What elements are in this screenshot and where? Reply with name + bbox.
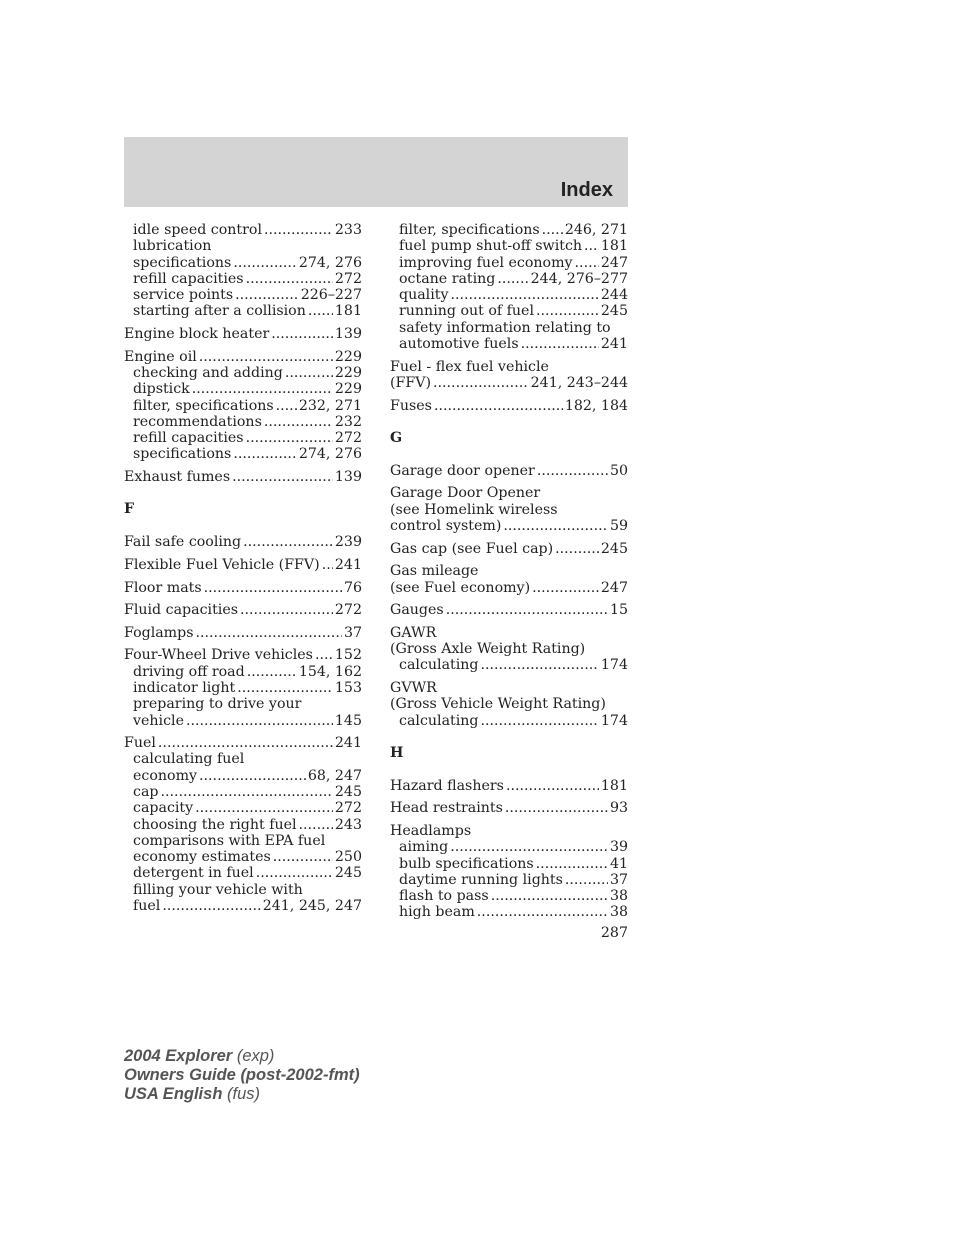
index-entry-text: daytime running lights [399,871,563,888]
index-column-left [124,222,362,921]
index-entry-group [390,823,628,921]
index-entry-group [390,398,628,414]
index-subentry [124,800,362,816]
index-entry-text: specifications [133,446,232,463]
dot-leader [276,398,297,414]
index-entry-text: Fuel - flex fuel vehicle [390,358,549,375]
index-entry-text: Exhaust fumes [124,469,231,486]
index-subentry [124,381,362,397]
index-entry-text: Garage Door Opener [390,485,541,502]
index-page-ref: 229 [334,364,362,381]
index-page-ref: 93 [609,800,628,817]
index-entry-text: recommendations [133,413,262,430]
dot-leader [521,336,599,352]
dot-leader [584,238,599,254]
index-subentry [390,657,628,673]
index-page-ref: 247 [600,579,628,596]
index-subentry [124,430,362,446]
index-entry-text: capacity [133,800,194,817]
index-entry-text: (Gross Axle Weight Rating) [390,641,586,658]
dot-leader [480,657,598,673]
index-entry-text: refill capacities [133,430,244,447]
index-page-ref: 245 [600,303,628,320]
index-entry-text: detergent in fuel [133,865,254,882]
index-page-ref: 244, 276–277 [530,270,628,287]
index-page-ref: 241 [334,735,362,752]
index-page-ref: 181 [600,777,628,794]
index-page-ref: 59 [609,518,628,535]
index-entry-group [124,580,362,596]
index-entry-group [124,602,362,618]
dot-leader [246,271,333,287]
index-subentry [390,287,628,303]
index-entry-group [124,349,362,463]
index-subentry [390,839,628,855]
index-entry [390,823,628,839]
index-entry-text: comparisons with EPA fuel [133,832,326,849]
index-entry-text: filter, specifications [133,397,274,414]
index-entry-text: improving fuel economy [399,254,573,271]
dot-leader [434,398,563,414]
index-entry-group [124,647,362,728]
dot-leader [243,534,333,550]
index-page-ref: 174 [600,657,628,674]
footer-line-model [124,1047,360,1066]
index-entry [390,398,628,414]
dot-leader [505,800,608,816]
index-entry-text: (Gross Vehicle Weight Rating) [390,696,606,713]
index-entry-text: Hazard flashers [390,777,504,794]
index-entry-text: Engine block heater [124,326,270,343]
index-entry-group [390,541,628,557]
index-entry-text: Fuses [390,397,432,414]
index-page-ref: 38 [609,904,628,921]
index-entry-text: choosing the right fuel [133,816,297,833]
dot-leader [264,222,333,238]
dot-leader [536,303,599,319]
index-entry [124,580,362,596]
index-page-ref: 239 [334,534,362,551]
index-entry-text: filter, specifications [399,222,540,238]
index-entry-text: Flexible Fuel Vehicle (FFV) [124,556,320,573]
index-entry-text: Engine oil [124,348,197,365]
index-subentry [390,271,628,287]
dot-leader [299,817,333,833]
dot-leader [247,664,297,680]
index-subentry [124,817,362,833]
index-page-ref: 247 [600,254,628,271]
index-entry-text: dipstick [133,381,190,398]
index-subentry [124,238,362,254]
index-page-ref: 50 [609,462,628,479]
index-entry-group [390,463,628,479]
index-entry-text: GAWR [390,624,437,641]
index-entry [390,485,628,501]
index-entry [124,735,362,751]
index-entry-group [124,625,362,641]
index-entry-group [390,485,628,534]
index-entry [124,625,362,641]
index-entry-group [124,326,362,342]
index-entry [124,326,362,342]
index-page-ref: 41 [609,855,628,872]
index-page-ref: 272 [334,430,362,447]
dot-leader [315,647,333,663]
dot-leader [480,713,598,729]
index-entry-text: Gas cap (see Fuel cap) [390,540,554,557]
index-entry [390,518,628,534]
index-page-ref: 154, 162 [298,663,362,680]
index-entry [390,680,628,696]
index-entry-text: Garage door opener [390,462,535,479]
index-subentry [124,446,362,462]
index-entry-text: (see Fuel economy) [390,579,531,596]
index-page-ref: 229 [334,348,362,365]
index-subentry [124,784,362,800]
index-entry-text: lubrication [133,238,212,255]
index-entry-text: Fluid capacities [124,602,238,619]
index-page-ref: 232, 271 [298,397,362,414]
section-letter: F [124,501,135,518]
index-subentry [124,751,362,767]
dot-leader [232,469,333,485]
index-entry-group [124,469,362,485]
index-entry-group [390,602,628,618]
index-subentry [124,849,362,865]
index-entry-group [124,735,362,914]
dot-leader [450,839,608,855]
page-number: 287 [600,925,628,941]
page-title: Index [560,179,613,201]
index-subentry [124,713,362,729]
index-entry-group [390,625,628,674]
index-page-ref: 233 [334,222,362,238]
dot-leader [491,888,608,904]
index-subentry [124,696,362,712]
index-entry-text: GVWR [390,679,437,696]
index-entry-text: calculating [399,657,479,674]
index-entry-text: flash to pass [399,888,489,905]
index-subentry [124,303,362,319]
index-subentry [124,414,362,430]
section-letter: G [390,429,403,446]
index-subentry [390,904,628,920]
dot-leader [497,271,528,287]
index-page-ref: 243 [334,816,362,833]
index-subentry [124,882,362,898]
index-entry-text: filling your vehicle with [133,881,303,898]
dot-leader [192,381,333,397]
dot-leader [233,446,297,462]
dot-leader [196,625,342,641]
dot-leader [264,414,333,430]
index-entry-text: octane rating [399,270,496,287]
index-page-ref: 181 [600,238,628,255]
index-entry-text: Foglamps [124,624,194,641]
index-subentry [124,271,362,287]
index-page-ref: 241, 245, 247 [262,898,362,915]
index-entry-text: service points [133,287,234,304]
index-entry [390,541,628,557]
index-entry [390,563,628,579]
index-entry-text: Headlamps [390,822,472,839]
index-entry-text: automotive fuels [399,336,519,353]
index-entry [390,625,628,641]
index-subentry [390,320,628,336]
index-entry-group [124,557,362,573]
index-entry-text: Gauges [390,602,444,619]
dot-leader [433,375,529,391]
index-entry-text: Floor mats [124,579,202,596]
index-entry [390,463,628,479]
index-entry-text: economy [133,767,198,784]
index-subentry [390,856,628,872]
dot-leader [199,349,333,365]
index-page-ref: 241 [334,556,362,573]
dot-leader [271,326,333,342]
index-entry-text: fuel [133,898,161,915]
footer-model-name: 2004 Explorer [124,1047,233,1065]
index-entry [124,534,362,550]
dot-leader [506,778,599,794]
index-page-ref: 241 [600,336,628,353]
index-page-ref: 38 [609,888,628,905]
dot-leader [233,255,297,271]
index-page-ref: 152 [334,647,362,664]
dot-leader [565,872,608,888]
dot-leader [235,287,299,303]
dot-leader [186,713,333,729]
index-subentry [390,713,628,729]
index-subentry [390,888,628,904]
dot-leader [532,580,599,596]
dot-leader [199,768,306,784]
index-entry-group [390,778,628,794]
index-page-ref: 246, 271 [564,222,628,238]
dot-leader [237,680,333,696]
index-entry-text: Head restraints [390,800,503,817]
index-entry-text: running out of fuel [399,303,534,320]
index-page-ref: 39 [609,839,628,856]
dot-leader [308,303,333,319]
dot-leader [542,222,563,238]
index-entry-text: calculating [399,712,479,729]
index-page-ref: 244 [600,287,628,304]
index-subentry [124,680,362,696]
dot-leader [503,518,608,534]
dot-leader [537,463,608,479]
index-subentry [390,872,628,888]
index-subentry [390,222,628,238]
index-page-ref: 232 [334,413,362,430]
index-page-ref: 245 [600,540,628,557]
index-subentry [124,398,362,414]
index-entry [124,349,362,365]
footer-model-code: (exp) [232,1047,275,1065]
index-entry [390,580,628,596]
index-subentry [124,287,362,303]
index-page-ref: 15 [609,602,628,619]
index-entry-group [124,222,362,320]
index-page-ref: 226–227 [300,287,362,304]
index-subentry [124,833,362,849]
index-entry [390,359,628,375]
index-entry-text: safety information relating to [399,319,611,336]
index-entry [390,602,628,618]
index-subentry [124,768,362,784]
footer-language: USA English [124,1085,223,1103]
index-subentry [124,865,362,881]
dot-leader [477,904,608,920]
index-subentry [124,664,362,680]
dot-leader [446,602,608,618]
dot-leader [240,602,333,618]
index-entry [390,502,628,518]
index-entry-text: Fail safe cooling [124,534,242,551]
dot-leader [162,898,260,914]
index-entry-text: cap [133,783,159,800]
index-entry [390,375,628,391]
index-entry-text: preparing to drive your [133,696,302,713]
index-subentry [390,303,628,319]
index-page-ref: 245 [334,783,362,800]
index-page-ref: 139 [334,469,362,486]
index-entry-text: Gas mileage [390,563,479,580]
dot-leader [285,365,333,381]
index-entry-text: indicator light [133,679,236,696]
dot-leader [256,865,333,881]
index-entry [390,800,628,816]
index-page-ref: 245 [334,865,362,882]
index-entry-text: Fuel [124,735,156,752]
dot-leader [536,856,608,872]
index-entry-text: starting after a collision [133,303,306,320]
index-entry-text: (FFV) [390,374,432,391]
index-entry-text: refill capacities [133,270,244,287]
index-entry-text: quality [399,287,449,304]
index-entry-text: checking and adding [133,364,283,381]
index-subentry [124,222,362,238]
index-page-ref: 139 [334,326,362,343]
index-entry-text: economy estimates [133,849,271,866]
index-page-ref: 274, 276 [298,446,362,463]
index-entry [390,696,628,712]
index-column-right [390,222,628,927]
index-entry-text: idle speed control [133,222,262,238]
index-entry-text: fuel pump shut-off switch [399,238,583,255]
index-page-ref: 229 [334,381,362,398]
dot-leader [246,430,333,446]
index-entry-group [390,800,628,816]
index-entry-text: calculating fuel [133,751,245,768]
index-entry-text: specifications [133,254,232,271]
index-page-ref: 145 [334,712,362,729]
dot-leader [158,735,333,751]
index-entry-text: Four-Wheel Drive vehicles [124,647,313,664]
dot-leader [322,557,333,573]
index-entry [390,778,628,794]
dot-leader [195,800,333,816]
index-entry-text: vehicle [133,712,184,729]
dot-leader [161,784,333,800]
document-footer [124,1047,360,1104]
index-entry-text: control system) [390,518,502,535]
index-entry-text: (see Homelink wireless [390,501,558,518]
index-page-ref: 272 [334,270,362,287]
index-entry [390,641,628,657]
index-entry [124,469,362,485]
index-page-ref: 250 [334,849,362,866]
index-entry-text: high beam [399,904,475,921]
index-page-ref: 37 [343,624,362,641]
index-entry [124,602,362,618]
dot-leader [450,287,598,303]
index-page-ref: 181 [334,303,362,320]
footer-guide-name: Owners Guide (post-2002-fmt) [124,1066,360,1084]
index-page-ref: 153 [334,679,362,696]
index-page-ref: 274, 276 [298,254,362,271]
index-page-ref: 241, 243–244 [530,374,628,391]
index-page-ref: 182, 184 [564,397,628,414]
index-page-ref: 68, 247 [307,767,362,784]
footer-language-code: (fus) [222,1085,260,1103]
index-subentry [390,336,628,352]
index-subentry [124,365,362,381]
index-page-ref: 37 [609,871,628,888]
index-entry [124,557,362,573]
footer-line-guide [124,1066,360,1085]
index-entry-text: aiming [399,839,449,856]
index-page-ref: 174 [600,712,628,729]
index-entry-group [124,534,362,550]
index-subentry [390,238,628,254]
index-entry-group [390,359,628,392]
index-header-bar [124,137,628,207]
index-entry-group [390,680,628,729]
index-page-ref: 272 [334,602,362,619]
index-entry-group [390,563,628,596]
index-entry-text: driving off road [133,663,245,680]
index-entry-group [390,222,628,352]
section-letter: H [390,744,404,761]
index-subentry [390,255,628,271]
index-page-ref: 76 [343,579,362,596]
index-entry-text: bulb specifications [399,855,534,872]
index-page-ref: 272 [334,800,362,817]
footer-line-language [124,1085,360,1104]
index-entry [124,647,362,663]
index-subentry [124,898,362,914]
dot-leader [273,849,333,865]
dot-leader [575,255,599,271]
index-subentry [124,255,362,271]
dot-leader [204,580,342,596]
dot-leader [555,541,599,557]
